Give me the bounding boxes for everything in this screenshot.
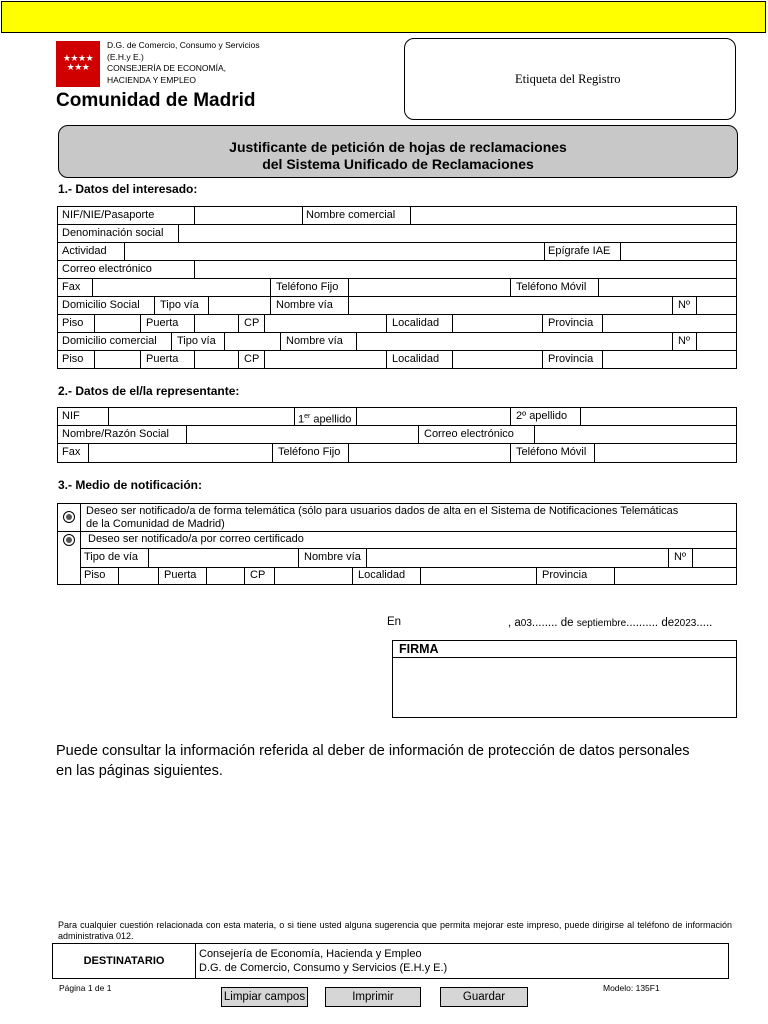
cp-field[interactable] (265, 315, 387, 332)
clear-fields-button[interactable]: Limpiar campos (221, 987, 308, 1007)
rep-nombre-field[interactable] (187, 426, 419, 443)
section1-heading: 1.- Datos del interesado: (58, 182, 198, 196)
destinatario-box (52, 943, 729, 979)
table-row: Piso Puerta CP Localidad Provincia (80, 567, 736, 584)
apellido2-field[interactable] (581, 408, 735, 425)
localidad-comercial-field[interactable] (453, 351, 543, 368)
piso-field[interactable] (95, 315, 141, 332)
nombre-comercial-field[interactable] (411, 207, 735, 224)
rep-tel-movil-field[interactable] (595, 444, 735, 462)
numero-field[interactable] (697, 297, 735, 314)
table-row: NIF 1er apellido 2º apellido (58, 408, 736, 426)
rep-nif-field[interactable] (109, 408, 295, 425)
table-row: Denominación social (58, 225, 736, 243)
firma-label: FIRMA (393, 641, 736, 658)
page-number: Página 1 de 1 (59, 983, 112, 993)
puerta-field[interactable] (195, 315, 239, 332)
radio-correo-certificado[interactable] (63, 534, 75, 546)
correo-field[interactable] (195, 261, 735, 278)
nombre-via-comercial-field[interactable] (357, 333, 673, 350)
firma-box[interactable] (392, 640, 737, 718)
madrid-flag-logo (56, 41, 100, 87)
radio-telematica[interactable] (63, 511, 75, 523)
cp-comercial-field[interactable] (265, 351, 387, 368)
tipo-via-comercial-field[interactable] (225, 333, 281, 350)
month-field[interactable]: septiembre (576, 618, 627, 629)
denominacion-field[interactable] (179, 225, 735, 242)
epigrafe-field[interactable] (621, 243, 735, 260)
option-correo: Deseo ser notificado/a por correo certificado (88, 533, 304, 545)
apellido1-label: 1er apellido (298, 413, 352, 426)
table-row: Fax Teléfono Fijo Teléfono Móvil (58, 444, 736, 462)
registry-label-box: Etiqueta del Registro (404, 38, 736, 120)
nombre-via-field[interactable] (349, 297, 673, 314)
table-row: Correo electrónico (58, 261, 736, 279)
notif-localidad-field[interactable] (421, 567, 537, 584)
print-button[interactable]: Imprimir (325, 987, 421, 1007)
option-telematica: Deseo ser notificado/a de forma telemática (sólo para usuarios dados de alta en el Sistema de Notificaciones Telemáticas de la Comunidad de Madrid) (86, 505, 679, 530)
notif-numero-field[interactable] (693, 549, 736, 567)
top-banner (1, 1, 766, 33)
rep-correo-field[interactable] (535, 426, 735, 443)
tel-movil-field[interactable] (599, 279, 735, 296)
year-field[interactable]: 2023 (674, 618, 697, 629)
tipo-via-field[interactable] (209, 297, 271, 314)
tel-fijo-field[interactable] (349, 279, 511, 296)
table-row: Domicilio Social Tipo vía Nombre vía Nº (58, 297, 736, 315)
brand-title: Comunidad de Madrid (56, 90, 256, 111)
apellido1-field[interactable] (357, 408, 511, 425)
table-row: Piso Puerta CP Localidad Provincia (58, 315, 736, 333)
puerta-comercial-field[interactable] (195, 351, 239, 368)
table-row: Domicilio comercial Tipo vía Nombre vía Nº (58, 333, 736, 351)
localidad-field[interactable] (453, 315, 543, 332)
day-field[interactable]: 03 (520, 618, 532, 629)
table-row: Actividad Epígrafe IAE (58, 243, 736, 261)
actividad-field[interactable] (125, 243, 545, 260)
destinatario-text: Consejería de Economía, Hacienda y Empleo D.G. de Comercio, Consumo y Servicios (E.H.y E.) (199, 948, 448, 974)
table-row: Piso Puerta CP Localidad Provincia (58, 351, 736, 368)
notif-puerta-field[interactable] (207, 567, 245, 584)
fax-field[interactable] (93, 279, 271, 296)
notif-tipo-via-field[interactable] (149, 549, 299, 567)
piso-comercial-field[interactable] (95, 351, 141, 368)
section2-heading: 2.- Datos de el/la representante: (58, 384, 240, 398)
notif-provincia-field[interactable] (615, 567, 736, 584)
table-row: NIF/NIE/Pasaporte Nombre comercial (58, 207, 736, 225)
table-row: Fax Teléfono Fijo Teléfono Móvil (58, 279, 736, 297)
table-row: Tipo de vía Nombre vía Nº (80, 548, 736, 568)
form-title: Justificante de petición de hojas de reclamaciones del Sistema Unificado de Reclamaciones (58, 125, 738, 178)
notif-piso-field[interactable] (119, 567, 159, 584)
modelo-label: Modelo: 135F1 (603, 983, 660, 993)
notif-nombre-via-field[interactable] (367, 549, 669, 567)
org-name: D.G. de Comercio, Consumo y Servicios (E.H.y E.) CONSEJERÍA DE ECONOMÍA, HACIENDA Y EMPLEO (107, 40, 260, 85)
provincia-field[interactable] (603, 315, 735, 332)
numero-comercial-field[interactable] (697, 333, 735, 350)
date-en-label: En (387, 616, 402, 628)
section3-heading: 3.- Medio de notificación: (58, 478, 203, 492)
stars-icon: ★★★★ ★★★ (62, 53, 94, 72)
rep-tel-fijo-field[interactable] (349, 444, 511, 462)
data-protection-info: Puede consultar la información referida al deber de información de protección de datos personales en las páginas siguientes. (56, 743, 690, 779)
table-row: Nombre/Razón Social Correo electrónico (58, 426, 736, 444)
destinatario-label: DESTINATARIO (53, 944, 196, 978)
date-line: , a03........ de septiembre.......... de2023..... (508, 617, 713, 629)
provincia-comercial-field[interactable] (603, 351, 735, 368)
save-button[interactable]: Guardar (440, 987, 528, 1007)
footer-note: Para cualquier cuestión relacionada con esta materia, o si tiene usted alguna sugerencia que permita mejorar este impreso, puede dirigirse al teléfono de información administrativa 012. (58, 920, 732, 941)
notif-cp-field[interactable] (275, 567, 353, 584)
rep-fax-field[interactable] (89, 444, 273, 462)
